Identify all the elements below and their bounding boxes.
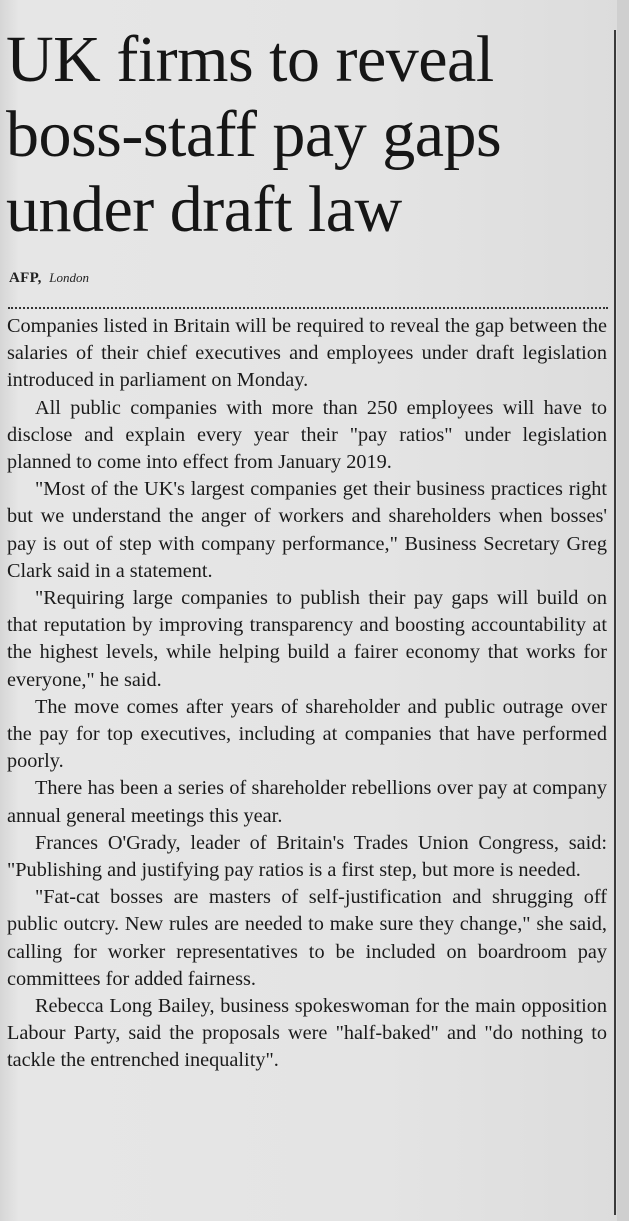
- byline: [9, 270, 89, 287]
- page-edge: [617, 0, 629, 1221]
- column-rule: [614, 30, 616, 1215]
- paragraph: Rebecca Long Bailey, business spokeswoman for the main opposition Labour Party, said the proposals were "half-baked" and "do nothing to tackle the entrenched inequality".: [7, 995, 607, 1072]
- paragraph: "Most of the UK's largest companies get their business practices right but we understand the anger of workers and shareholders when bosses' pay is out of step with company performance," Business Secretary Greg Clark said in a statement.: [7, 478, 607, 582]
- paragraph: There has been a series of shareholder rebellions over pay at company annual general meetings this year.: [7, 777, 607, 827]
- article-body: [7, 313, 607, 1075]
- byline-agency: AFP,: [9, 270, 42, 286]
- paragraph: All public companies with more than 250 employees will have to disclose and explain every year their "pay ratios" under legislation planned to come into effect from January 2019.: [7, 396, 607, 474]
- paragraph: Companies listed in Britain will be required to reveal the gap between the salaries of their chief executives and employees under draft legislation introduced in parliament on Monday.: [7, 315, 607, 392]
- paragraph: "Fat-cat bosses are masters of self-justification and shrugging off public outcry. New rules are needed to make sure they change," she said, calling for worker representatives to be included on boardroom pay committees for added fairness.: [7, 886, 607, 990]
- paragraph: Frances O'Grady, leader of Britain's Trades Union Congress, said: "Publishing and justifying pay ratios is a first step, but more is needed.: [7, 831, 607, 882]
- paragraph: The move comes after years of shareholder and public outrage over the pay for top executives, including at companies that have performed poorly.: [7, 695, 607, 773]
- paragraph: "Requiring large companies to publish their pay gaps will build on that reputation by improving transparency and boosting accountability at the highest levels, while helping build a fairer economy that works for everyone," he said.: [7, 587, 607, 691]
- dotted-divider: [8, 307, 608, 309]
- byline-location: London: [49, 270, 89, 285]
- headline: UK firms to reveal boss-staff pay gaps under draft law: [6, 23, 502, 246]
